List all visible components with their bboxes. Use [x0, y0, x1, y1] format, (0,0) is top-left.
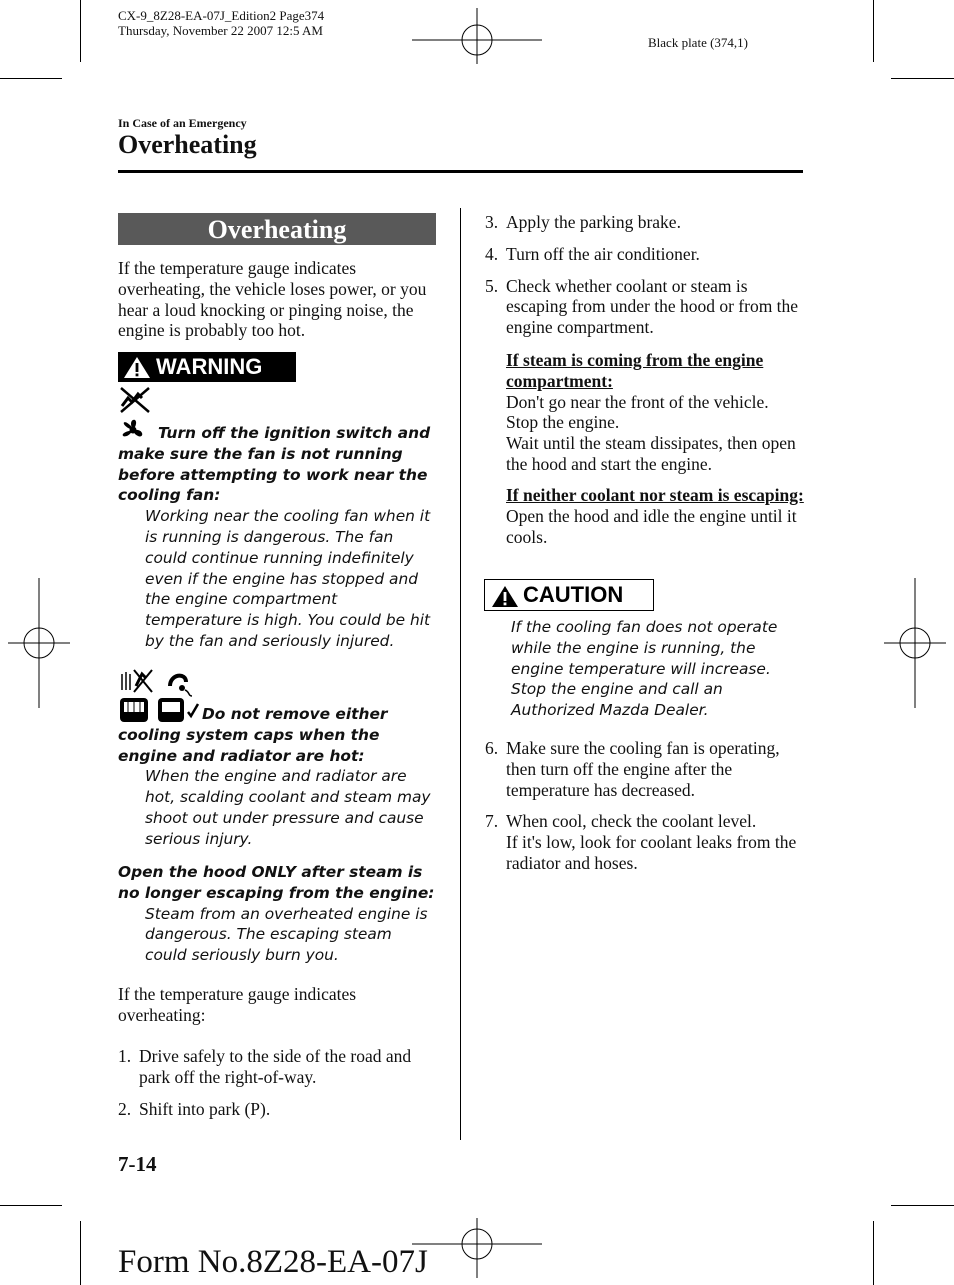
- title-rule: [118, 170, 803, 173]
- steam-line: Stop the engine.: [506, 412, 620, 433]
- list-item: [118, 1046, 436, 1088]
- list-item-line: If it's low, look for coolant leaks from the radiator and hoses.: [506, 832, 797, 873]
- list-item-number: 6.: [485, 738, 499, 758]
- warning-2-heading: Do not remove either cooling system caps when the engine and radiator are hot:: [118, 705, 388, 765]
- list-item-number: 3.: [485, 212, 499, 232]
- intro-paragraph: If the temperature gauge indicates overheating, the vehicle loses power, or you hear a loud knocking or pinging noise, the engine is probably too hot.: [118, 258, 427, 341]
- registration-mark-bottom: [412, 1218, 542, 1278]
- neither-heading: If neither coolant nor steam is escaping:: [506, 485, 804, 505]
- no-hand-fan-icon: [118, 386, 152, 414]
- list-item-text: Turn off the air conditioner.: [506, 243, 700, 264]
- list-item-number: 7.: [485, 811, 499, 832]
- warning-3: [118, 862, 438, 966]
- list-item: [485, 212, 803, 233]
- list-item: [118, 1099, 436, 1120]
- list-item: [485, 276, 803, 338]
- list-item-text: Drive safely to the side of the road and park off the right-of-way.: [139, 1046, 412, 1087]
- list-item-number: 1.: [118, 1046, 132, 1066]
- page-title: Overheating: [118, 130, 257, 159]
- list-item: [485, 738, 803, 800]
- neither-body: Open the hood and idle the engine until it cools.: [506, 505, 797, 547]
- warning-1-heading: Turn off the ignition switch and make sure the fan is not running before attempting to work near the cooling fan:: [118, 424, 431, 505]
- list-item-number: 2.: [118, 1098, 132, 1119]
- print-plate: Black plate (374,1): [648, 35, 748, 50]
- section-label: In Case of an Emergency: [118, 116, 247, 130]
- caution-label: [484, 579, 654, 611]
- warning-1: [118, 423, 438, 652]
- neither-block: [506, 485, 804, 547]
- list-item-text: [506, 811, 803, 873]
- print-file-line: CX-9_8Z28-EA-07J_Edition2 Page374: [118, 8, 325, 23]
- list-item-line: When cool, check the coolant level.: [506, 811, 757, 832]
- warning-1-body: Working near the cooling fan when it is running is dangerous. The fan could continue running indefinitely even if the engine has stopped and the engine compartment temperature is high. You could be hit by the fan and seriously injured.: [145, 507, 431, 650]
- registration-mark-left: [8, 578, 70, 708]
- steam-block: [506, 350, 804, 475]
- list-item: [485, 811, 803, 873]
- section-banner: Overheating: [118, 213, 436, 245]
- list-item-text: Shift into park (P).: [139, 1098, 271, 1119]
- steps-left: [118, 1046, 436, 1119]
- column-divider: [460, 208, 461, 1140]
- list-item-number: 5.: [485, 275, 499, 296]
- steam-heading: If steam is coming from the engine compartment:: [506, 350, 764, 391]
- steps-right-b: [485, 738, 803, 874]
- registration-mark-right: [884, 578, 946, 708]
- warning-label: [118, 352, 296, 382]
- caution-triangle-icon: [491, 585, 519, 608]
- steps-right-a: [485, 212, 803, 338]
- print-date-line: Thursday, November 22 2007 12:5 AM: [118, 23, 323, 38]
- caution-label-text: CAUTION: [523, 582, 624, 607]
- paragraph-temperature: If the temperature gauge indicates overheating:: [118, 984, 357, 1025]
- warning-2: [118, 704, 438, 850]
- warning-3-heading: Open the hood ONLY after steam is no longer escaping from the engine:: [118, 863, 435, 902]
- list-item-text: Apply the parking brake.: [506, 212, 681, 232]
- caution-body: If the cooling fan does not operate while the engine is running, the engine temperature will increase. Stop the engine and call an Authorized Mazda Dealer.: [511, 618, 778, 720]
- list-item-number: 4.: [485, 243, 499, 264]
- warning-triangle-icon: [123, 356, 151, 379]
- warning-3-body: Steam from an overheated engine is dangerous. The escaping steam could seriously burn you.: [145, 904, 428, 965]
- list-item-text: Make sure the cooling fan is operating, then turn off the engine after the temperature has decreased.: [506, 738, 780, 800]
- form-number: Form No.8Z28-EA-07J: [118, 1244, 428, 1280]
- list-item-text: Check whether coolant or steam is escaping from under the hood or from the engine compartment.: [506, 275, 799, 338]
- steam-line: Wait until the steam dissipates, then open the hood and start the engine.: [506, 433, 796, 474]
- page-number: 7-14: [118, 1152, 157, 1176]
- warning-2-body: When the engine and radiator are hot, scalding coolant and steam may shoot out under pressure and cause serious injury.: [145, 767, 431, 848]
- warning-label-text: WARNING: [156, 354, 263, 379]
- list-item: [485, 244, 803, 265]
- steam-line: Don't go near the front of the vehicle.: [506, 391, 769, 412]
- registration-mark-top: [412, 8, 542, 64]
